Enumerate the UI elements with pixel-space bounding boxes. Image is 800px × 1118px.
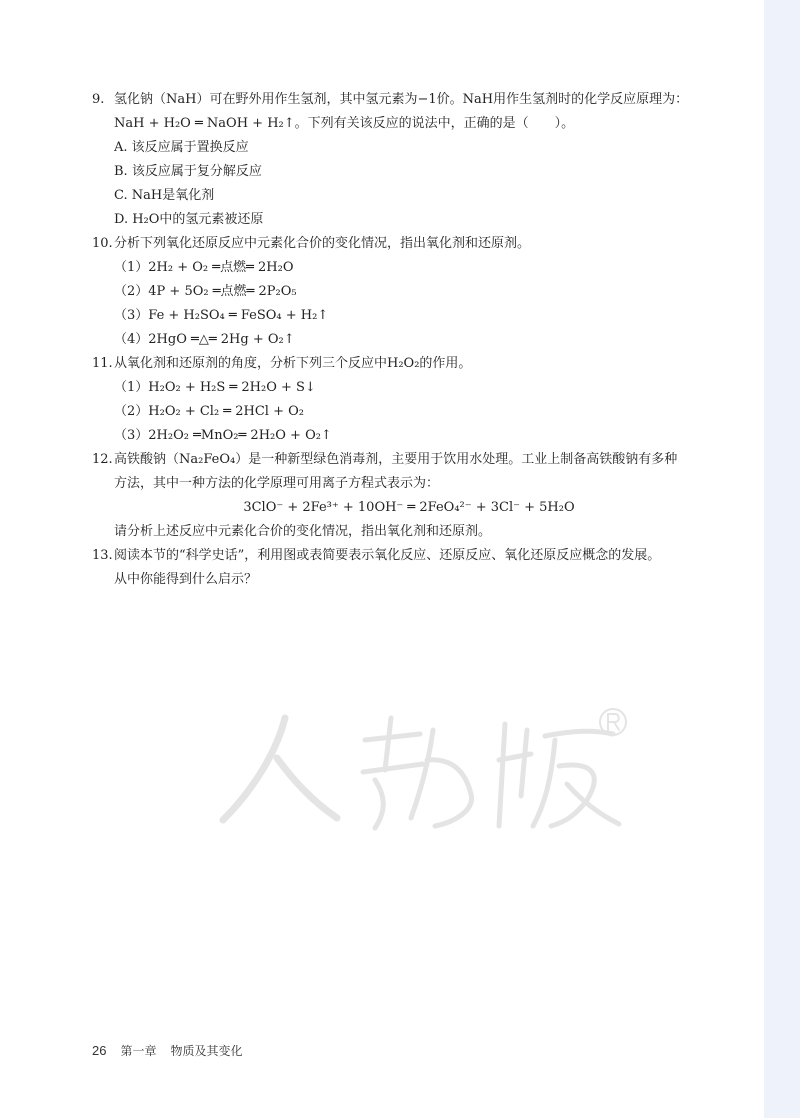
question-stem-continued: 从中你能得到什么启示？ <box>114 572 258 587</box>
question-stem: 阅读本节的“科学史话”，利用图或表简要表示氧化反应、还原反应、氧化还原反应概念的发展。 <box>114 548 661 563</box>
question-stem-continued: NaH + H₂O ═ NaOH + H₂↑。下列有关该反应的说法中，正确的是（ ）。 <box>114 116 575 131</box>
chapter-label: 第一章 <box>120 1044 157 1058</box>
option-a: A. 该反应属于置换反应 <box>114 140 249 155</box>
page-edge-strip <box>764 0 800 1118</box>
equation-2: （2）4P + 5O₂ ═点燃═ 2P₂O₅ <box>114 284 297 299</box>
exercise-list <box>92 88 704 592</box>
question-stem: 从氧化剂和还原剂的角度，分析下列三个反应中H₂O₂的作用。 <box>114 356 472 371</box>
equation-1: （1）2H₂ + O₂ ═点燃═ 2H₂O <box>114 260 294 275</box>
equation-1: （1）H₂O₂ + H₂S ═ 2H₂O + S↓ <box>114 380 316 395</box>
equation-3: （3）2H₂O₂ ═MnO₂═ 2H₂O + O₂↑ <box>114 428 332 443</box>
question-stem-continued: 方法，其中一种方法的化学原理可用离子方程式表示为： <box>114 476 440 491</box>
option-d: D. H₂O中的氢元素被还原 <box>114 212 264 227</box>
question-12 <box>92 448 704 544</box>
ionic-equation: 3ClO⁻ + 2Fe³⁺ + 10OH⁻ ═ 2FeO₄²⁻ + 3Cl⁻ + 5H₂O <box>243 500 575 515</box>
question-stem: 高铁酸钠（Na₂FeO₄）是一种新型绿色消毒剂，主要用于饮用水处理。工业上制备高铁酸钠有多种 <box>114 452 678 467</box>
question-stem: 分析下列氧化还原反应中元素化合价的变化情况，指出氧化剂和还原剂。 <box>114 236 531 251</box>
question-13 <box>92 544 704 592</box>
page-number: 26 <box>92 1043 107 1058</box>
option-b: B. 该反应属于复分解反应 <box>114 164 262 179</box>
equation-4: （4）2HgO ═△═ 2Hg + O₂↑ <box>114 332 295 347</box>
question-11 <box>92 352 704 448</box>
option-c: C. NaH是氧化剂 <box>114 188 215 203</box>
question-stem: 氢化钠（NaH）可在野外用作生氢剂，其中氢元素为−1价。NaH用作生氢剂时的化学反应原理为： <box>114 92 689 107</box>
question-task: 请分析上述反应中元素化合价的变化情况，指出氧化剂和还原剂。 <box>114 524 492 539</box>
chapter-title: 物质及其变化 <box>170 1044 243 1058</box>
page-footer <box>92 1042 243 1059</box>
equation-3: （3）Fe + H₂SO₄ ═ FeSO₄ + H₂↑ <box>114 308 329 323</box>
question-number: 13. <box>92 548 113 563</box>
publisher-watermark-logo <box>215 700 635 840</box>
equation-2: （2）H₂O₂ + Cl₂ ═ 2HCl + O₂ <box>114 404 304 419</box>
question-number: 11. <box>92 356 113 371</box>
question-number: 9. <box>92 92 105 107</box>
question-number: 10. <box>92 236 113 251</box>
question-9 <box>92 88 704 232</box>
question-10 <box>92 232 704 352</box>
question-number: 12. <box>92 452 113 467</box>
